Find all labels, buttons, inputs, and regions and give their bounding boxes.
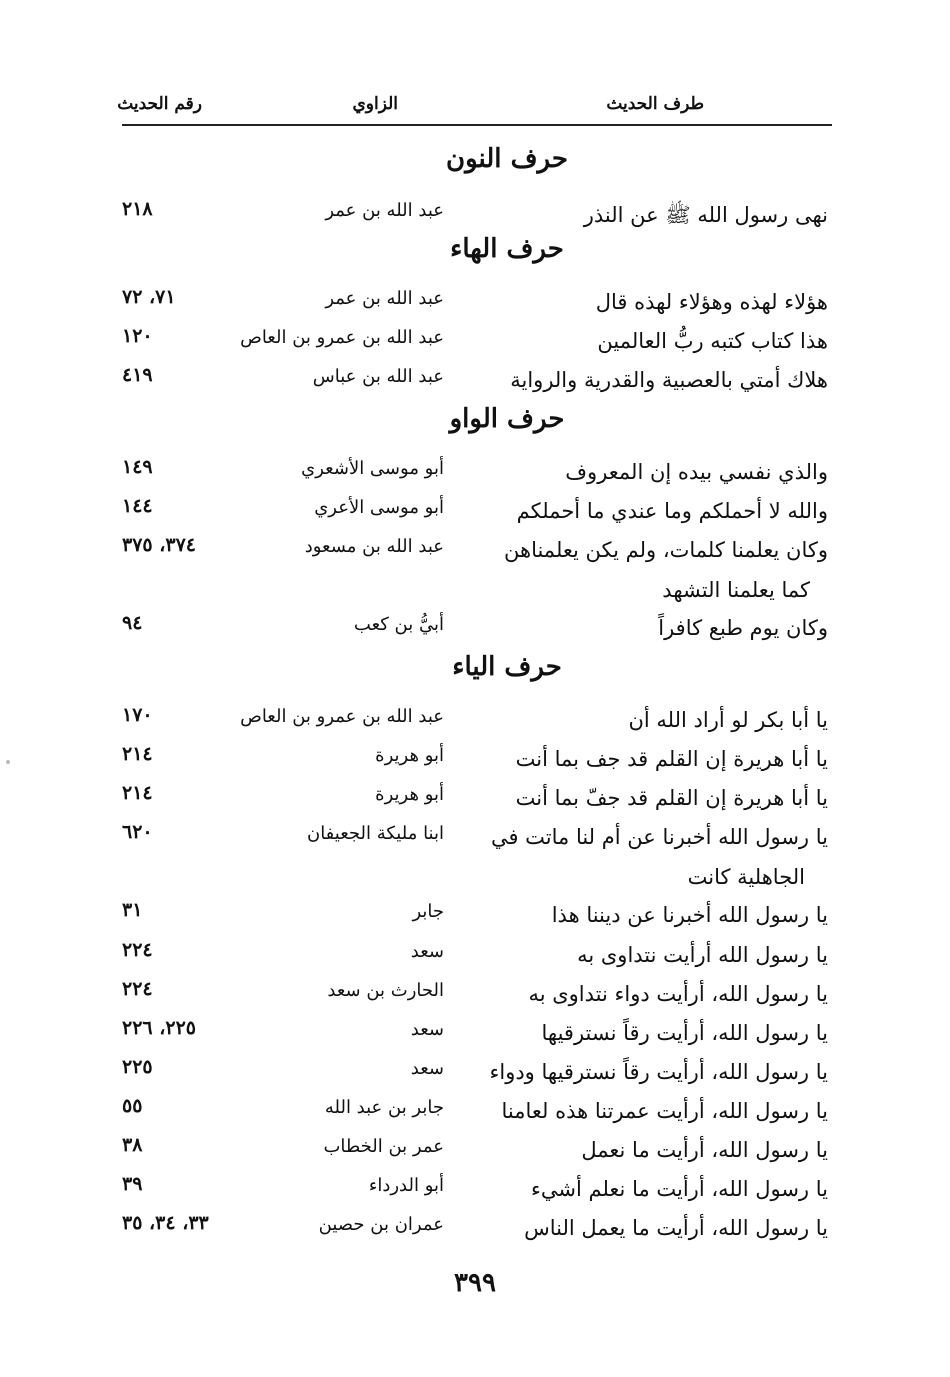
table-row [122, 741, 832, 781]
table-row [122, 196, 832, 236]
hadith-number: ٩٤ [122, 612, 143, 634]
narrator: سعد [410, 1058, 444, 1079]
hadith-number: ٤١٩ [122, 364, 153, 386]
margin-speck [6, 760, 10, 764]
hadith-number: ٦٢٠ [122, 821, 153, 843]
hadith-text-continuation: الجاهلية كانت [687, 865, 805, 889]
hadith-text: يا رسول الله أخبرنا عن أم لنا ماتت في [490, 825, 828, 849]
hadith-number: ٣٩ [122, 1173, 143, 1195]
hadith-text: يا رسول الله، أرأيت ما نعلم أشيء [531, 1177, 828, 1201]
hadith-number: ١٤٩ [122, 456, 153, 478]
hadith-number: ١٧٠ [122, 704, 153, 726]
narrator: أبو هريرة [375, 745, 444, 766]
table-row [122, 1210, 832, 1250]
hadith-text: يا أبا بكر لو أراد الله أن [628, 708, 828, 732]
hadith-text: هلاك أمتي بالعصبية والقدرية والرواية [510, 368, 828, 392]
hadith-text: والله لا أحملكم وما عندي ما أحملكم [516, 499, 828, 523]
table-row [122, 1132, 832, 1172]
hadith-text: يا رسول الله أرأيت نتداوى به [577, 943, 828, 967]
hadith-text: يا رسول الله أخبرنا عن ديننا هذا [551, 903, 828, 927]
hadith-text: يا أبا هريرة إن القلم قد جفّ بما أنت [515, 786, 828, 810]
hadith-text: يا رسول الله، أرأيت رقاً نسترقيها [541, 1021, 828, 1045]
table-row [122, 937, 832, 977]
hadith-number: ٢٢٤ [122, 978, 153, 1000]
table-row [122, 610, 832, 650]
table-row [122, 780, 832, 820]
narrator: عبد الله بن عمرو بن العاص [240, 327, 444, 348]
narrator: أبو موسى الأشعري [301, 458, 444, 479]
header-hadith-number: رقم الحديث [117, 94, 202, 114]
section-heading-yaa: حرف الياء [452, 652, 562, 682]
hadith-number: ٧١، ٧٢ [122, 286, 176, 308]
table-row [122, 819, 832, 859]
table-row [122, 493, 832, 533]
table-row [122, 1015, 832, 1055]
section-heading-noon: حرف النون [446, 144, 568, 174]
narrator: عمران بن حصين [318, 1214, 444, 1235]
hadith-text: يا رسول الله، أرأيت ما يعمل الناس [524, 1216, 828, 1240]
narrator: جابر بن عبد الله [324, 1097, 444, 1118]
hadith-text: وكان يوم طبع كافراً [658, 616, 828, 640]
hadith-text: نهى رسول الله ﷺ عن النذر [583, 203, 828, 227]
narrator: عبد الله بن عمر [325, 288, 444, 309]
hadith-text: والذي نفسي بيده إن المعروف [565, 460, 828, 484]
table-row [122, 702, 832, 742]
narrator: أبيُّ بن كعب [353, 614, 444, 635]
narrator: أبو موسى الأعري [314, 497, 444, 518]
hadith-text: هذا كتاب كتبه ربُّ العالمين [597, 329, 828, 353]
hadith-text-continuation: كما يعلمنا التشهد [662, 578, 810, 602]
narrator: عمر بن الخطاب [323, 1136, 444, 1157]
narrator: أبو هريرة [375, 784, 444, 805]
section-heading-waw: حرف الواو [449, 404, 565, 434]
header-hadith-text: طرف الحديث [606, 94, 704, 114]
hadith-number: ٢٢٥ [122, 1056, 153, 1078]
hadith-number: ٣٧٤، ٣٧٥ [122, 534, 196, 556]
hadith-number: ٢١٨ [122, 198, 153, 220]
narrator: ابنا مليكة الجعيفان [306, 823, 444, 844]
hadith-number: ٢٢٥، ٢٢٦ [122, 1017, 196, 1039]
narrator: عبد الله بن عمر [325, 200, 444, 221]
narrator: الحارث بن سعد [327, 980, 444, 1001]
narrator: أبو الدرداء [368, 1175, 444, 1196]
section-heading-haa: حرف الهاء [450, 234, 564, 264]
table-row [122, 284, 832, 324]
hadith-number: ٣٣، ٣٤، ٣٥ [122, 1212, 209, 1234]
hadith-number: ١٤٤ [122, 495, 153, 517]
hadith-text: يا رسول الله، أرأيت دواء نتداوى به [528, 982, 828, 1006]
narrator: عبد الله بن عباس [312, 366, 444, 387]
table-row [122, 976, 832, 1016]
page-number: ٣٩٩ [454, 1268, 496, 1298]
narrator: عبد الله بن عمرو بن العاص [240, 706, 444, 727]
narrator: سعد [410, 941, 444, 962]
table-header [117, 90, 832, 126]
table-row [122, 1093, 832, 1133]
hadith-number: ٢٢٤ [122, 939, 153, 961]
hadith-number: ٥٥ [122, 1095, 143, 1117]
table-row [122, 1171, 832, 1211]
hadith-number: ٢١٤ [122, 782, 153, 804]
hadith-number: ٣٨ [122, 1134, 143, 1156]
hadith-number: ٢١٤ [122, 743, 153, 765]
narrator: سعد [410, 1019, 444, 1040]
hadith-number: ٣١ [122, 899, 143, 921]
hadith-text: وكان يعلمنا كلمات، ولم يكن يعلمناهن [504, 538, 828, 562]
narrator: عبد الله بن مسعود [304, 536, 444, 557]
table-row [122, 454, 832, 494]
hadith-number: ١٢٠ [122, 325, 153, 347]
table-row [122, 323, 832, 363]
header-narrator: الزاوي [352, 94, 398, 114]
table-row [122, 1054, 832, 1094]
table-row [122, 362, 832, 402]
narrator: جابر [412, 901, 444, 922]
hadith-text: يا رسول الله، أرأيت رقاً نسترقيها ودواء [489, 1060, 828, 1084]
hadith-text: يا أبا هريرة إن القلم قد جف بما أنت [515, 747, 828, 771]
table-row [122, 897, 832, 937]
hadith-text: هؤلاء لهذه وهؤلاء لهذه قال [595, 290, 828, 314]
table-row [122, 532, 832, 572]
hadith-text: يا رسول الله، أرأيت عمرتنا هذه لعامنا [501, 1099, 828, 1123]
hadith-text: يا رسول الله، أرأيت ما نعمل [581, 1138, 828, 1162]
